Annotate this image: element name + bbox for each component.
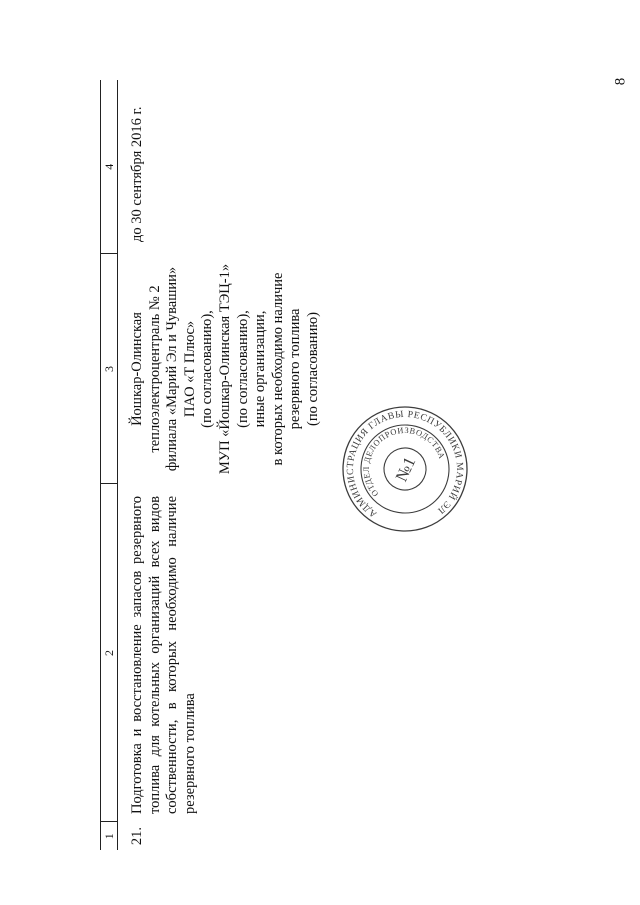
table-row (118, 80, 323, 850)
measures-table (100, 80, 323, 850)
stamp-inner-text: ОТДЕЛ ДЕЛОПРОИЗВОДСТВА (361, 425, 447, 499)
header-cell-3: 3 (101, 254, 118, 484)
executor-line: резервного топлива (287, 308, 304, 430)
official-stamp (340, 404, 470, 534)
executors-cell (118, 254, 323, 484)
executor-line: филиала «Марий Эл и Чувашии» (164, 266, 181, 472)
executor-line: в которых необходимо наличие (269, 272, 286, 466)
executor-line: (по согласованию), (199, 310, 216, 428)
header-cell-2: 2 (101, 484, 118, 822)
executor-line: ПАО «Т Плюс» (181, 320, 198, 418)
executor-line: МУП «Йошкар-Олинская ТЭЦ-1» (216, 263, 233, 475)
header-cell-1: 1 (101, 822, 118, 850)
header-cell-4: 4 (101, 80, 118, 254)
executor-line: (по согласованию) (304, 312, 321, 426)
deadline: до 30 сентября 2016 г. (129, 106, 145, 242)
page-number: 8 (612, 77, 629, 86)
measure-description: Подготовка и восстановление запасов резервного топлива для котельных организаций всех видов собственности, в которых необходимо наличие резервного топлива (129, 496, 198, 814)
executor-line: (по согласованию), (234, 310, 251, 428)
executor-line: иные организации, (252, 310, 269, 428)
table-header-row (101, 80, 118, 850)
row-number: 21. (129, 826, 145, 846)
stamp-outer-text: АДМИНИСТРАЦИЯ ГЛАВЫ РЕСПУБЛИКИ МАРИЙ ЭЛ (344, 408, 466, 520)
executor-line: теплоэлектроцентраль № 2 (146, 285, 163, 453)
stamp-center-number: №1 (391, 453, 420, 485)
executor-line: Йошкар-Олинская (129, 312, 145, 426)
